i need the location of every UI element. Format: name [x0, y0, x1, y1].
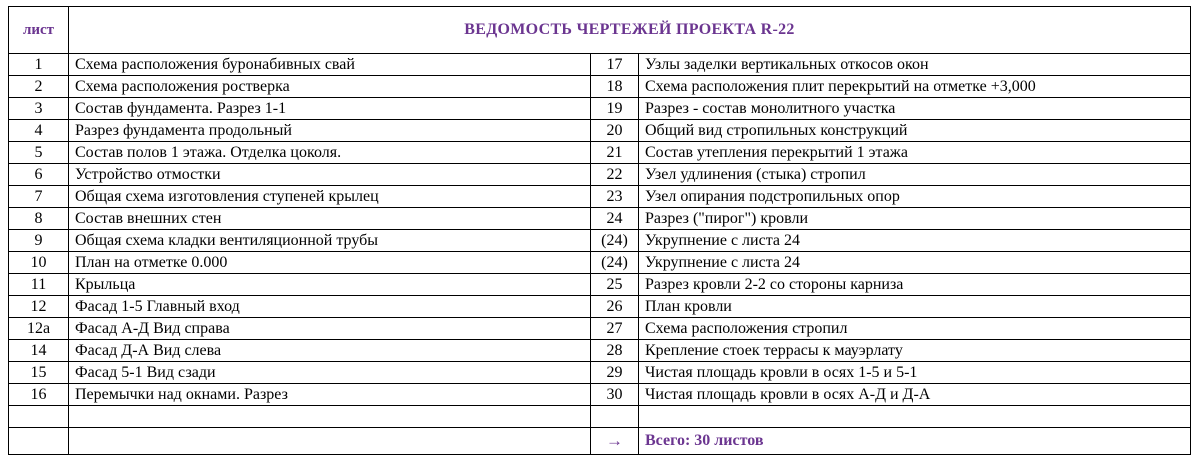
table-row — [9, 406, 1191, 428]
table-row — [9, 142, 1191, 164]
left-sheet-number: 11 — [9, 274, 69, 296]
table-row — [9, 186, 1191, 208]
right-sheet-title: Узлы заделки вертикальных откосов окон — [639, 54, 1191, 76]
right-sheet-title: План кровли — [639, 296, 1191, 318]
right-sheet-number: 26 — [591, 296, 639, 318]
left-sheet-number: 12 — [9, 296, 69, 318]
right-sheet-number: 22 — [591, 164, 639, 186]
right-sheet-title: Узел опирания подстропильных опор — [639, 186, 1191, 208]
table-row — [9, 230, 1191, 252]
empty-cell — [69, 428, 591, 455]
right-sheet-title: Разрез - состав монолитного участка — [639, 98, 1191, 120]
left-sheet-title: Схема расположения ростверка — [69, 76, 591, 98]
right-sheet-number: 18 — [591, 76, 639, 98]
arrow-right-icon: → — [591, 428, 639, 455]
right-sheet-title — [639, 406, 1191, 428]
left-sheet-number: 4 — [9, 120, 69, 142]
left-sheet-number: 2 — [9, 76, 69, 98]
left-sheet-title: Фасад А-Д Вид справа — [69, 318, 591, 340]
right-sheet-number: 19 — [591, 98, 639, 120]
left-sheet-number: 15 — [9, 362, 69, 384]
left-sheet-number: 5 — [9, 142, 69, 164]
left-sheet-number: 16 — [9, 384, 69, 406]
right-sheet-number: (24) — [591, 252, 639, 274]
total-sheets-label: Всего: 30 листов — [639, 428, 1191, 455]
right-sheet-title: Чистая площадь кровли в осях А-Д и Д-А — [639, 384, 1191, 406]
table-header-row — [9, 7, 1191, 54]
left-sheet-title: Разрез фундамента продольный — [69, 120, 591, 142]
left-sheet-number: 14 — [9, 340, 69, 362]
right-sheet-number: (24) — [591, 230, 639, 252]
right-sheet-number: 23 — [591, 186, 639, 208]
left-sheet-title: Общая схема изготовления ступеней крылец — [69, 186, 591, 208]
right-sheet-title: Укрупнение с листа 24 — [639, 230, 1191, 252]
right-sheet-title: Крепление стоек террасы к мауэрлату — [639, 340, 1191, 362]
right-sheet-title: Разрез ("пирог") кровли — [639, 208, 1191, 230]
total-row — [9, 428, 1191, 455]
right-sheet-title: Чистая площадь кровли в осях 1-5 и 5-1 — [639, 362, 1191, 384]
right-sheet-number: 24 — [591, 208, 639, 230]
left-sheet-title: План на отметке 0.000 — [69, 252, 591, 274]
left-sheet-title: Фасад Д-А Вид слева — [69, 340, 591, 362]
left-sheet-number: 8 — [9, 208, 69, 230]
right-sheet-number — [591, 406, 639, 428]
left-sheet-number — [9, 406, 69, 428]
right-sheet-number: 28 — [591, 340, 639, 362]
right-sheet-title: Состав утепления перекрытий 1 этажа — [639, 142, 1191, 164]
left-sheet-title: Схема расположения буронабивных свай — [69, 54, 591, 76]
table-row — [9, 340, 1191, 362]
table-row — [9, 384, 1191, 406]
right-sheet-title: Схема расположения плит перекрытий на отметке +3,000 — [639, 76, 1191, 98]
table-row — [9, 120, 1191, 142]
left-sheet-title: Перемычки над окнами. Разрез — [69, 384, 591, 406]
left-sheet-number: 10 — [9, 252, 69, 274]
table-row — [9, 296, 1191, 318]
document-title: ВЕДОМОСТЬ ЧЕРТЕЖЕЙ ПРОЕКТА R-22 — [69, 7, 1191, 54]
right-sheet-number: 21 — [591, 142, 639, 164]
right-sheet-title: Общий вид стропильных конструкций — [639, 120, 1191, 142]
table-row — [9, 274, 1191, 296]
table-row — [9, 208, 1191, 230]
left-sheet-title — [69, 406, 591, 428]
right-sheet-number: 30 — [591, 384, 639, 406]
right-sheet-number: 29 — [591, 362, 639, 384]
right-sheet-title: Укрупнение с листа 24 — [639, 252, 1191, 274]
right-sheet-number: 25 — [591, 274, 639, 296]
left-sheet-title: Фасад 5-1 Вид сзади — [69, 362, 591, 384]
table-row — [9, 362, 1191, 384]
sheet-column-header: лист — [9, 7, 69, 54]
table-row — [9, 318, 1191, 340]
left-sheet-title: Состав внешних стен — [69, 208, 591, 230]
table-row — [9, 164, 1191, 186]
right-sheet-number: 27 — [591, 318, 639, 340]
left-sheet-title: Крыльца — [69, 274, 591, 296]
left-sheet-title: Состав фундамента. Разрез 1-1 — [69, 98, 591, 120]
table-row — [9, 54, 1191, 76]
left-sheet-number: 1 — [9, 54, 69, 76]
left-sheet-title: Фасад 1-5 Главный вход — [69, 296, 591, 318]
left-sheet-number: 6 — [9, 164, 69, 186]
right-sheet-title: Схема расположения стропил — [639, 318, 1191, 340]
table-row — [9, 76, 1191, 98]
left-sheet-title: Общая схема кладки вентиляционной трубы — [69, 230, 591, 252]
left-sheet-number: 9 — [9, 230, 69, 252]
table-row — [9, 252, 1191, 274]
right-sheet-number: 20 — [591, 120, 639, 142]
right-sheet-title: Разрез кровли 2-2 со стороны карниза — [639, 274, 1191, 296]
left-sheet-number: 12а — [9, 318, 69, 340]
right-sheet-title: Узел удлинения (стыка) стропил — [639, 164, 1191, 186]
left-sheet-number: 7 — [9, 186, 69, 208]
right-sheet-number: 17 — [591, 54, 639, 76]
left-sheet-title: Устройство отмостки — [69, 164, 591, 186]
left-sheet-title: Состав полов 1 этажа. Отделка цоколя. — [69, 142, 591, 164]
drawings-list-table — [8, 6, 1191, 455]
empty-cell — [9, 428, 69, 455]
left-sheet-number: 3 — [9, 98, 69, 120]
table-row — [9, 98, 1191, 120]
